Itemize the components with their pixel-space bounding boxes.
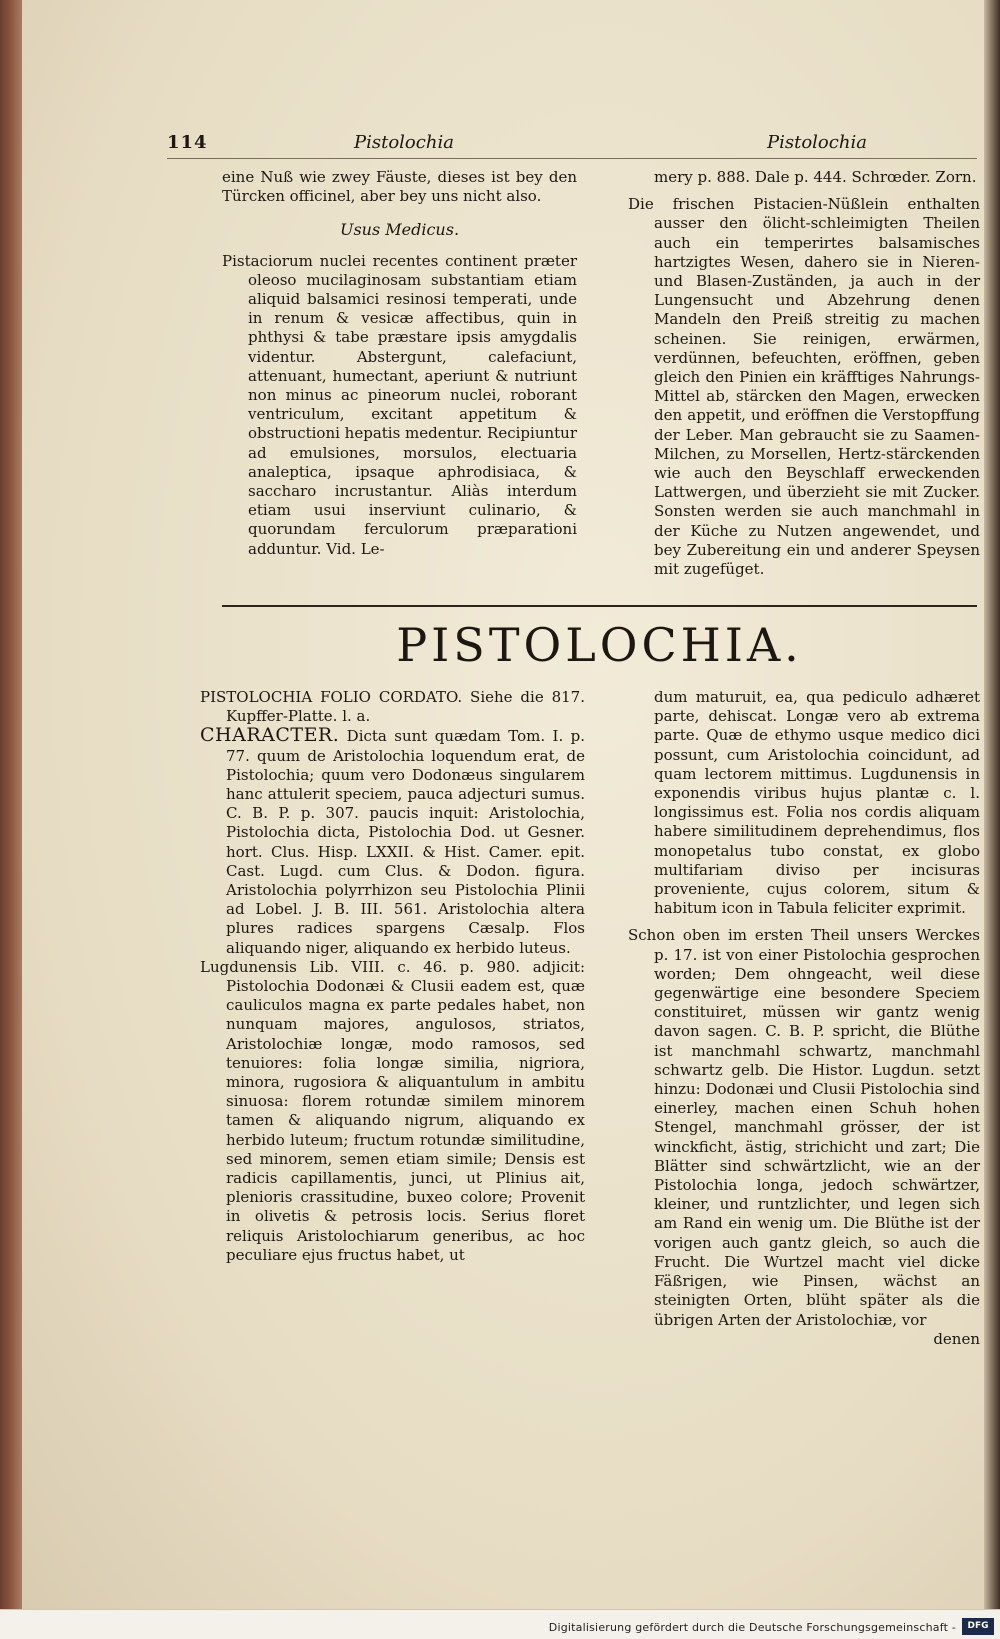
book-edge-right (982, 0, 1000, 1639)
character-paragraph (200, 726, 585, 957)
dfg-logo: DFG (962, 1618, 994, 1635)
bottom-left-column (200, 688, 585, 1265)
german-description: Schon oben im ersten Theil unsers Werckes p. 17. ist von einer Pistolochia gesprochen worden; Dem ohngeacht, weil diese gegenwärtige eine besondere Speciem constituiret, müssen wir gantz wenig davon sagen. C. B. P. spricht, die Blüthe ist manchmahl schwartz, manchmahl schwartz gelb. Die Histor. Lugdun. setzt hinzu: Dodonæi und Clusii Pistolochia sind einerley, machen einen Schuh hohen Stengel, manchmahl grösser, der ist winckficht, ästig, strichicht und zart; Die Blätter sind schwärtzlicht, wie an der Pistolochia longa, jedoch schwärtzer, kleiner, und runtzlichter, und legen sich am Rand ein wenig um. Die Blüthe ist der vorigen auch gantz gleich, so auch die Frucht. Die Wurtzel macht viel dicke Fäßrigen, wie Pinsen, wächst an steinigten Orten, blüht später als die übrigen Arten der Aristolochiæ, vor (628, 926, 981, 1329)
header-rule (167, 158, 977, 159)
top-left-column (222, 168, 577, 559)
german-paragraph: Die frischen Pistacien-Nüßlein enthalten ausser den ölicht-schleimigten Theilen auch ein temperirtes balsamisches hartzigtes Wesen, dahero sie in Nieren- und Blasen-Zuständen, ja auch in der Lungensucht und Abzehrung denen Mandeln den Preiß streitig zu machen scheinen. Sie reinigen, erwärmen, verdünnen, befeuchten, eröffnen, geben gleich den Pinien ein kräfftiges Nahrungs-Mittel ab, stärcken den Magen, erwecken den appetit, und eröffnen die Verstopffung der Leber. Man gebraucht sie zu Saamen-Milchen, zu Morsellen, Hertz-stärckenden wie auch den Beyschlaff erweckenden Lattwergen, und überzieht sie mit Zucker. Sonsten werden sie auch manchmahl in der Küche zu Nutzen angewendet, und bey Zubereitung ein und anderer Speysen mit zugefüget. (628, 195, 980, 579)
species-entry: PISTOLOCHIA FOLIO CORDATO. Siehe die 817. Kupffer-Platte. l. a. (200, 688, 585, 726)
continued-paragraph: eine Nuß wie zwey Fäuste, dieses ist bey den Türcken officinel, aber bey uns nicht also. (222, 168, 577, 206)
page-number: 114 (167, 132, 208, 153)
digitization-credit: Digitalisierung gefördert durch die Deutsche Forschungsgemeinschaft - (548, 1621, 956, 1634)
book-page (22, 0, 984, 1610)
section-rule (222, 605, 977, 607)
top-right-column (628, 168, 980, 579)
catchword: denen (933, 1329, 980, 1348)
character-label: CHARACTER. (200, 724, 340, 747)
latin-continuation: dum maturuit, ea, qua pediculo adhæret parte, dehiscat. Longæ vero ab extrema parte. Quæ de ethymo usque medico dici possunt, cum Aristolochia coincidunt, ad quam lectorem mittimus. Lugdunensis in exponendis viribus hujus plantæ c. l. longissimus est. Folia nos cordis aliquam habere similitudinem deprehendimus, flos monopetalus tubo constat, ex globo multifariam diviso per incisuras proveniente, cujus colorem, situm & habitum icon in Tabula feliciter exprimit. (654, 688, 980, 918)
usus-medicus-heading: Usus Medicus. (339, 220, 460, 240)
running-head-right: Pistolochia (767, 132, 867, 153)
running-head-left: Pistolochia (354, 132, 454, 153)
latin-paragraph: Pistaciorum nuclei recentes continent præter oleoso mucilaginosam substantiam etiam aliquid balsamici resinosi temperati, unde in renum & vesicæ affectibus, quin in phthysi & tabe præstare ipsis amygdalis videntur. Abstergunt, calefaciunt, attenuant, humectant, aperiunt & nutriunt non minus ac pineorum nuclei, roborant ventriculum, excitant appetitum & obstructioni hepatis medentur. Recipiuntur ad emulsiones, morsulos, electuaria analeptica, ipsaque aphrodisiaca, & saccharo incrustantur. Aliàs interdum etiam usui inserviunt culinario, & quorundam ferculorum præparationi adduntur. Vid. Le- (222, 251, 577, 558)
lugdunensis-paragraph: Lugdunensis Lib. VIII. c. 46. p. 980. adjicit: Pistolochia Dodonæi & Clusii eadem est, quæ cauliculos magna ex parte pedales habet, non nunquam majores, angulosos, striatos, Aristolochiæ longæ, modo ramosos, sed tenuiores: folia longæ similia, nigriora, minora, rugosiora & aliquantulum in ambitu sinuosa: florem rotundæ similem minorem tamen & aliquando nigrum, aliquando ex herbido luteum; fructum rotundæ similitudine, sed minorem, semen etiam simile; Densis est radicis capillamentis, junci, ut Plinius ait, plenioris crassitudine, buxeo colore; Provenit in olivetis & petrosis locis. Serius floret reliquis Aristolochiarum generibus, ac hoc peculiare ejus fructus habet, ut (200, 957, 585, 1264)
section-title: PISTOLOCHIA. (396, 618, 803, 672)
footer-bar (0, 1609, 1000, 1639)
character-text: Dicta sunt quædam Tom. I. p. 77. quum de Aristolochia loquendum erat, de Pistolochia; quum vero Dodonæus singularem hanc attulerit speciem, pauca adjecturi sumus. C. B. P. p. 307. paucis inquit: Aristolochia, Pistolochia dicta, Pistolochia Dod. ut Gesner. hort. Clus. Hisp. LXXII. & Hist. Camer. epit. Cast. Lugd. cum Clus. & Dodon. figura. Aristolochia polyrrhizon seu Pistolochia Plinii ad Lobel. J. B. III. 561. Aristolochia altera plures radices spargens Cæsalp. Flos aliquando niger, aliquando ex herbido luteus. (226, 727, 585, 957)
bottom-right-column (628, 688, 980, 1349)
reference-line: mery p. 888. Dale p. 444. Schrœder. Zorn. (654, 168, 977, 186)
